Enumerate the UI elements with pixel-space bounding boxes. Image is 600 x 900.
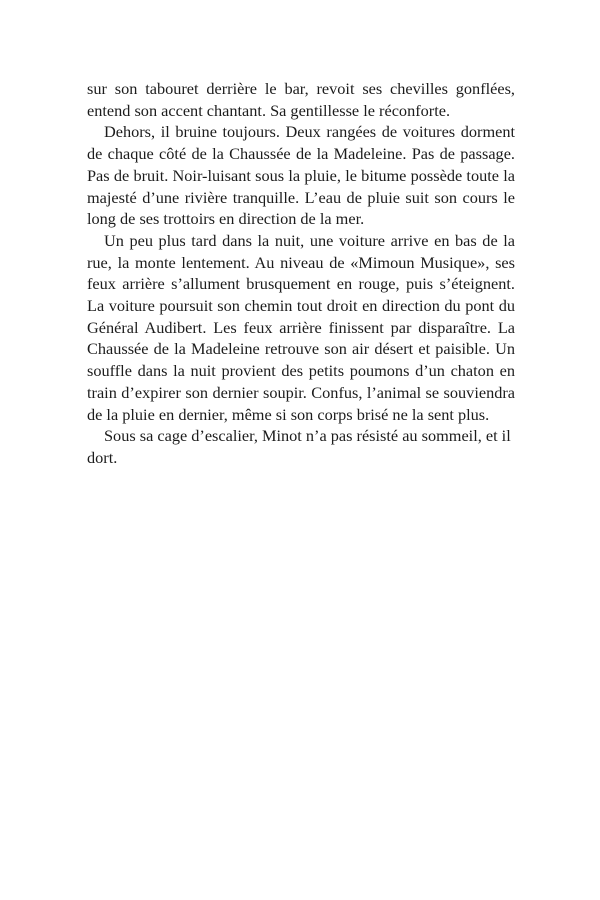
paragraph-2: Dehors, il bruine toujours. Deux rangées de voitures dorment de chaque côté de la Chaussée de la Madeleine. Pas de passage. Pas de bruit. Noir-luisant sous la pluie, le bitume possède toute la majesté d’une rivière tranquille. L’eau de pluie suit son cours le long de ses trottoirs en direction de la mer.	[87, 122, 515, 229]
paragraph-3: Un peu plus tard dans la nuit, une voiture arrive en bas de la rue, la monte lentement. Au niveau de «Mimoun Musique», ses feux arrière s’allument brusquement en rouge, puis s’éteignent. La voiture poursuit son chemin tout droit en direction du pont du Général Audibert. Les feux arrière finissent par disparaître. La Chaussée de la Madeleine retrouve son air désert et paisible. Un souffle dans la nuit provient des petits poumons d’un chaton en train d’expirer son dernier soupir. Confus, l’animal se souviendra de la pluie en dernier, même si son corps brisé ne la sent plus.	[87, 230, 515, 424]
paragraph-1: sur son tabouret derrière le bar, revoit ses chevilles gonflées, entend son accent chantant. Sa gentillesse le réconforte.	[87, 79, 515, 120]
page-body	[87, 78, 515, 469]
paragraph-4: Sous sa cage d’escalier, Minot n’a pas résisté au sommeil, et il dort.	[87, 426, 511, 467]
